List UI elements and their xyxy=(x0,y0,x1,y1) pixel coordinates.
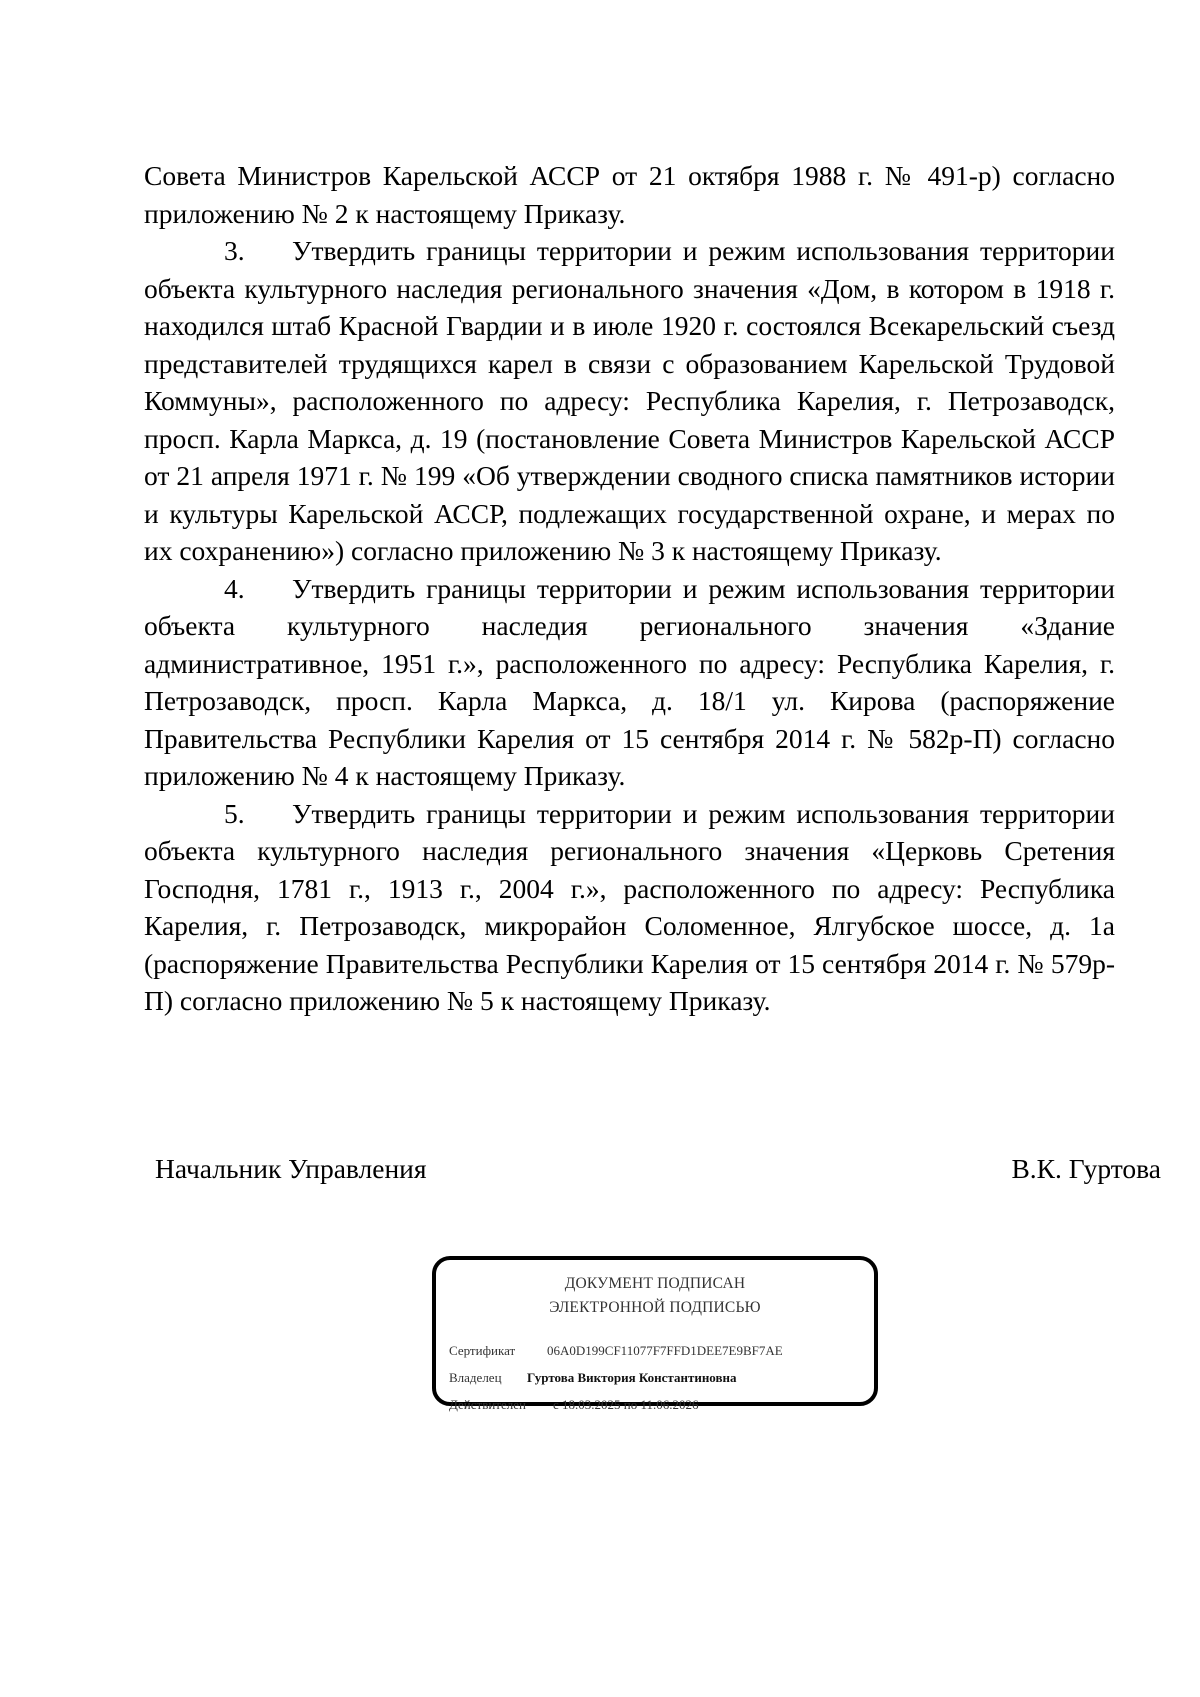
valid-from-date: 18.03.2025 xyxy=(562,1397,621,1412)
paragraph-text: Утвердить границы территории и режим использования территории объекта культурного наследия регионального значения «Здание административное, 1951 г.», расположенного по адресу: Республика Карелия, г. Петрозаводск, просп. Карла Маркса, д. 18/1 ул. Кирова (распоряжение Правительства Республики Карелия от 15 сентября 2014 г. № 582р-П) согласно приложению № 4 к настоящему Приказу. xyxy=(144,572,1115,791)
paragraph-number: 4. xyxy=(224,572,245,604)
paragraph-number: 3. xyxy=(224,235,245,266)
paragraph-5 xyxy=(144,795,1115,1020)
validity-label: Действителен xyxy=(449,1397,526,1412)
owner-value: Гуртова Виктория Константиновна xyxy=(527,1370,737,1385)
paragraph-4 xyxy=(144,570,1115,795)
paragraph-number: 5. xyxy=(224,797,245,829)
electronic-signature-stamp xyxy=(432,1256,878,1412)
valid-from-prefix: с xyxy=(553,1397,559,1412)
signatory-name: В.К. Гуртова xyxy=(1011,1153,1161,1184)
certificate-label: Сертификат xyxy=(449,1343,516,1358)
certificate-value: 06A0D199CF11077F7FFD1DEE7E9BF7AE xyxy=(547,1343,783,1358)
stamp-validity-row xyxy=(449,1397,699,1413)
stamp-header xyxy=(436,1272,874,1320)
paragraph-3 xyxy=(144,232,1115,570)
stamp-header-line1: ДОКУМЕНТ ПОДПИСАН xyxy=(564,1275,746,1292)
paragraph-text: Утвердить границы территории и режим использования территории объекта культурного наследия регионального значения «Дом, в котором в 1918 г. находился штаб Красной Гвардии и в июле 1920 г. состоялся Всекарельский съезд представителей трудящихся карел в связи с образованием Карельской Трудовой Коммуны», расположенного по адресу: Республика Карелия, г. Петрозаводск, просп. Карла Маркса, д. 19 (постановление Совета Министров Карельской АССР от 21 апреля 1971 г. № 199 «Об утверждении сводного списка памятников истории и культуры Карельской АССР, подлежащих государственной охране, и мерах по их сохранению») согласно приложению № 3 к настоящему Приказу. xyxy=(144,235,1115,566)
owner-label: Владелец xyxy=(449,1370,502,1385)
paragraph-continuation: Совета Министров Карельской АССР от 21 октября 1988 г. № 491-р) согласно приложению № 2 к настоящему Приказу. xyxy=(144,160,1115,229)
paragraph-text: Утвердить границы территории и режим использования территории объекта культурного наследия регионального значения «Церковь Сретения Господня, 1781 г., 1913 г., 2004 г.», расположенного по адресу: Республика Карелия, г. Петрозаводск, микрорайон Соломенное, Ялгубское шоссе, д. 1а (распоряжение Правительства Республики Карелия от 15 сентября 2014 г. № 579р-П) согласно приложению № 5 к настоящему Приказу. xyxy=(144,797,1115,1016)
stamp-owner-row xyxy=(449,1370,737,1386)
valid-to-prefix: по xyxy=(623,1397,638,1412)
valid-to-date: 11.06.2026 xyxy=(640,1397,699,1412)
signatory-title: Начальник Управления xyxy=(155,1153,427,1184)
stamp-header-line2: ЭЛЕКТРОННОЙ ПОДПИСЬЮ xyxy=(549,1299,761,1316)
document-body xyxy=(144,157,1115,1020)
stamp-certificate-row xyxy=(449,1343,783,1359)
